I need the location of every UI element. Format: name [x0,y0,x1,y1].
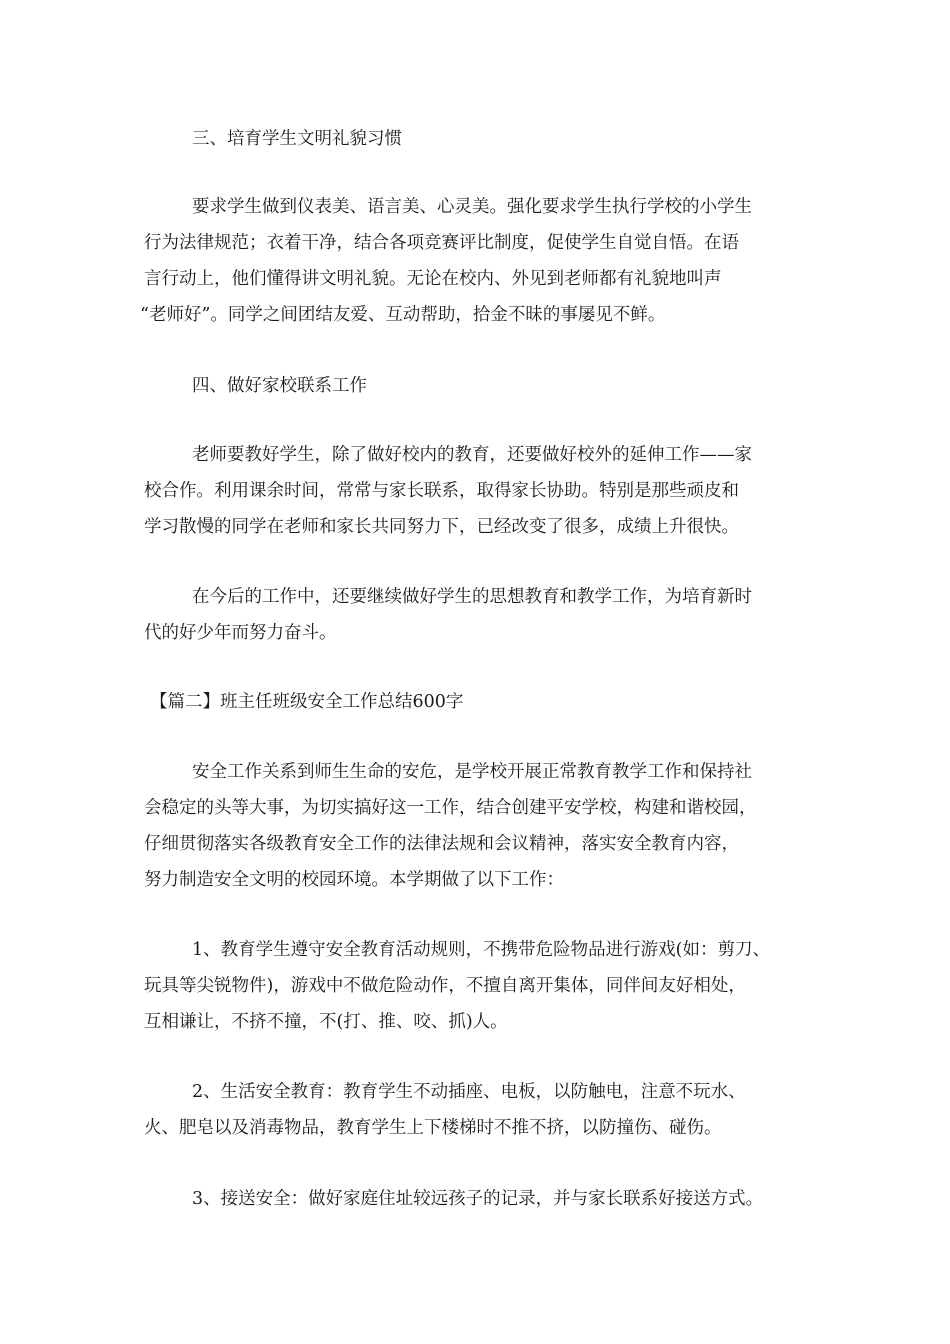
section-4-heading: 四、做好家校联系工作 [192,376,367,396]
article-2-intro-line-2: 会稳定的头等大事，为切实搞好这一工作，结合创建平安学校，构建和谐校园， [144,798,757,818]
item-3-line-1: 3、接送安全：做好家庭住址较远孩子的记录，并与家长联系好接送方式。 [192,1189,764,1209]
item-1-line-1: 1、教育学生遵守安全教育活动规则，不携带危险物品进行游戏(如：剪刀、 [192,940,770,960]
section-3-paragraph-line-2: 行为法律规范；衣着干净，结合各项竞赛评比制度，促使学生自觉自悟。在语 [144,233,739,253]
closing-paragraph-line-1: 在今后的工作中，还要继续做好学生的思想教育和教学工作，为培育新时 [192,587,752,607]
section-3-paragraph-line-4: “老师好”。同学之间团结友爱、互动帮助，拾金不昧的事屡见不鲜。 [140,305,666,325]
section-4-paragraph-line-2: 校合作。利用课余时间，常常与家长联系，取得家长协助。特别是那些顽皮和 [144,481,739,501]
article-2-intro-line-4: 努力制造安全文明的校园环境。本学期做了以下工作： [144,870,564,890]
item-1-line-2: 玩具等尖锐物件)，游戏中不做危险动作，不擅自离开集体，同伴间友好相处， [144,976,746,996]
item-1-line-3: 互相谦让，不挤不撞，不(打、推、咬、抓)人。 [144,1012,508,1032]
item-2-line-2: 火、肥皂以及消毒物品，教育学生上下楼梯时不推不挤，以防撞伤、碰伤。 [144,1118,722,1138]
section-4-paragraph-line-1: 老师要教好学生，除了做好校内的教育，还要做好校外的延伸工作——家 [192,445,752,465]
section-4-paragraph-line-3: 学习散慢的同学在老师和家长共同努力下，已经改变了很多，成绩上升很快。 [144,517,739,537]
section-3-paragraph-line-3: 言行动上，他们懂得讲文明礼貌。无论在校内、外见到老师都有礼貌地叫声 [144,269,722,289]
article-2-intro-line-1: 安全工作关系到师生生命的安危，是学校开展正常教育教学工作和保持社 [192,762,752,782]
article-2-title: 【篇二】班主任班级安全工作总结600字 [150,692,464,712]
section-3-paragraph-line-1: 要求学生做到仪表美、语言美、心灵美。强化要求学生执行学校的小学生 [192,197,752,217]
article-2-intro-line-3: 仔细贯彻落实各级教育安全工作的法律法规和会议精神，落实安全教育内容， [144,834,739,854]
closing-paragraph-line-2: 代的好少年而努力奋斗。 [144,623,337,643]
section-3-heading: 三、培育学生文明礼貌习惯 [192,129,402,149]
item-2-line-1: 2、生活安全教育：教育学生不动插座、电板，以防触电，注意不玩水、 [192,1082,746,1102]
